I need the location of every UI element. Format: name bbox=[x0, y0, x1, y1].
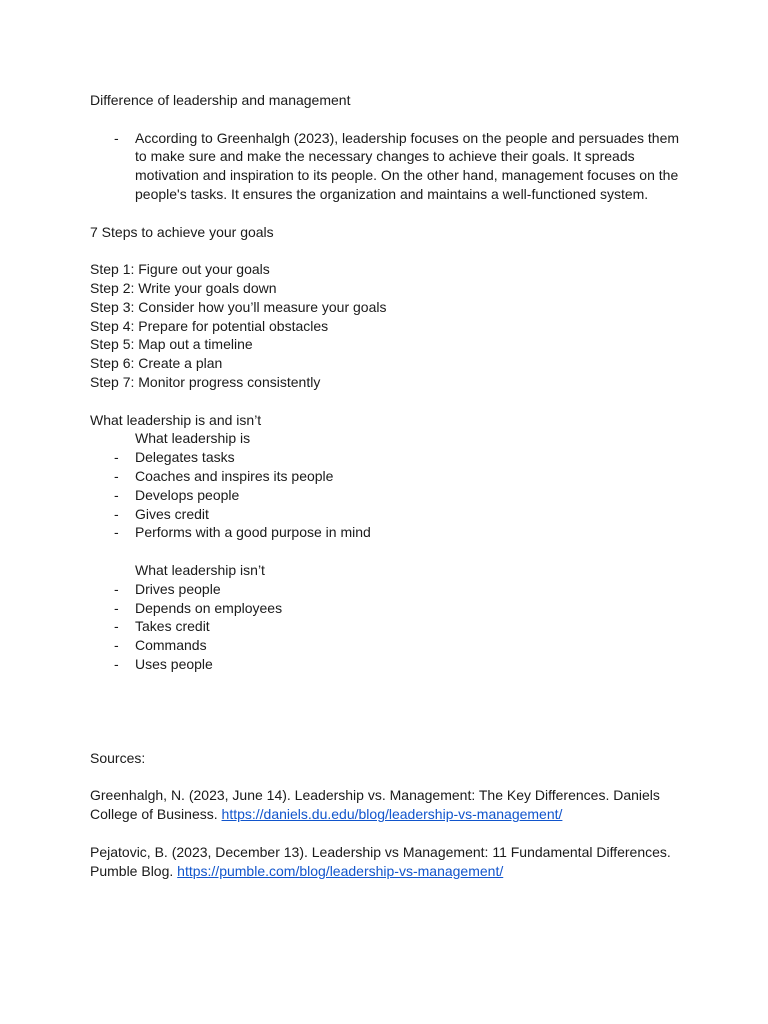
list-item-text: Uses people bbox=[135, 655, 213, 672]
bullet-dash: - bbox=[114, 580, 119, 597]
list-item bbox=[90, 448, 690, 467]
spacer bbox=[90, 542, 690, 561]
list-item bbox=[90, 580, 690, 599]
step-7: Step 7: Monitor progress consistently bbox=[90, 373, 321, 390]
step-1: Step 1: Figure out your goals bbox=[90, 261, 270, 278]
source-citation: Pejatovic, B. (2023, December 13). Leadership vs Management: 11 Fundamental Differences. Pumble Blog. bbox=[90, 843, 671, 879]
bullet-dash: - bbox=[114, 655, 119, 672]
source-citation: Greenhalgh, N. (2023, June 14). Leadership vs. Management: The Key Differences. Daniels College of Business. bbox=[90, 787, 660, 823]
spacer bbox=[90, 693, 690, 712]
list-item bbox=[90, 636, 690, 655]
bullet-dash: - bbox=[114, 524, 119, 541]
list-item-text: Commands bbox=[135, 637, 207, 654]
spacer bbox=[90, 674, 690, 693]
list-item-text: Coaches and inspires its people bbox=[135, 467, 334, 484]
list-item bbox=[90, 505, 690, 524]
list-item bbox=[90, 655, 690, 674]
list-item-text: Delegates tasks bbox=[135, 449, 235, 466]
section-heading-what-leadership: What leadership is and isn’t bbox=[90, 411, 262, 428]
list-item-text: Depends on employees bbox=[135, 599, 283, 616]
subheading-leadership-isnt: What leadership isn’t bbox=[135, 561, 265, 578]
spacer bbox=[90, 204, 690, 223]
bullet-dash: - bbox=[114, 129, 119, 146]
paragraph-greenhalgh: According to Greenhalgh (2023), leadership focuses on the people and persuades them to make sure and make the necessary changes to achieve their goals. It spreads motivation and inspiration to its people. On the other hand, management focuses on the people's tasks. It ensures the organization and maintains a well-functioned system. bbox=[135, 129, 680, 202]
spacer bbox=[90, 730, 690, 749]
bullet-dash: - bbox=[114, 505, 119, 522]
bullet-dash: - bbox=[114, 449, 119, 466]
spacer bbox=[90, 110, 690, 129]
document-page bbox=[90, 91, 690, 880]
list-item-text: Gives credit bbox=[135, 505, 209, 522]
step-4: Step 4: Prepare for potential obstacles bbox=[90, 317, 329, 334]
source-entry-greenhalgh bbox=[90, 786, 680, 824]
section-heading-difference: Difference of leadership and management bbox=[90, 92, 351, 108]
step-6: Step 6: Create a plan bbox=[90, 355, 223, 372]
bullet-dash: - bbox=[114, 618, 119, 635]
bullet-dash: - bbox=[114, 599, 119, 616]
list-item-text: Performs with a good purpose in mind bbox=[135, 524, 371, 541]
subheading-leadership-is: What leadership is bbox=[135, 430, 251, 447]
step-5: Step 5: Map out a timeline bbox=[90, 336, 253, 353]
step-2: Step 2: Write your goals down bbox=[90, 279, 277, 296]
list-item bbox=[90, 129, 690, 204]
list-item bbox=[90, 467, 690, 486]
source-entry-pejatovic bbox=[90, 843, 680, 881]
list-item bbox=[90, 486, 690, 505]
spacer bbox=[90, 711, 690, 730]
list-item-text: Develops people bbox=[135, 486, 240, 503]
source-link[interactable]: https://pumble.com/blog/leadership-vs-management/ bbox=[177, 862, 504, 879]
bullet-dash: - bbox=[114, 467, 119, 484]
step-3: Step 3: Consider how you’ll measure your goals bbox=[90, 298, 387, 315]
section-heading-steps: 7 Steps to achieve your goals bbox=[90, 223, 274, 240]
list-item bbox=[90, 599, 690, 618]
spacer bbox=[90, 824, 690, 843]
spacer bbox=[90, 768, 690, 787]
list-item bbox=[90, 523, 690, 542]
spacer bbox=[90, 241, 690, 260]
source-link[interactable]: https://daniels.du.edu/blog/leadership-vs-management/ bbox=[221, 806, 563, 823]
list-item bbox=[90, 617, 690, 636]
sources-heading: Sources: bbox=[90, 749, 146, 766]
list-item-text: Takes credit bbox=[135, 618, 210, 635]
list-item-text: Drives people bbox=[135, 580, 221, 597]
spacer bbox=[90, 392, 690, 411]
bullet-dash: - bbox=[114, 486, 119, 503]
bullet-dash: - bbox=[114, 637, 119, 654]
